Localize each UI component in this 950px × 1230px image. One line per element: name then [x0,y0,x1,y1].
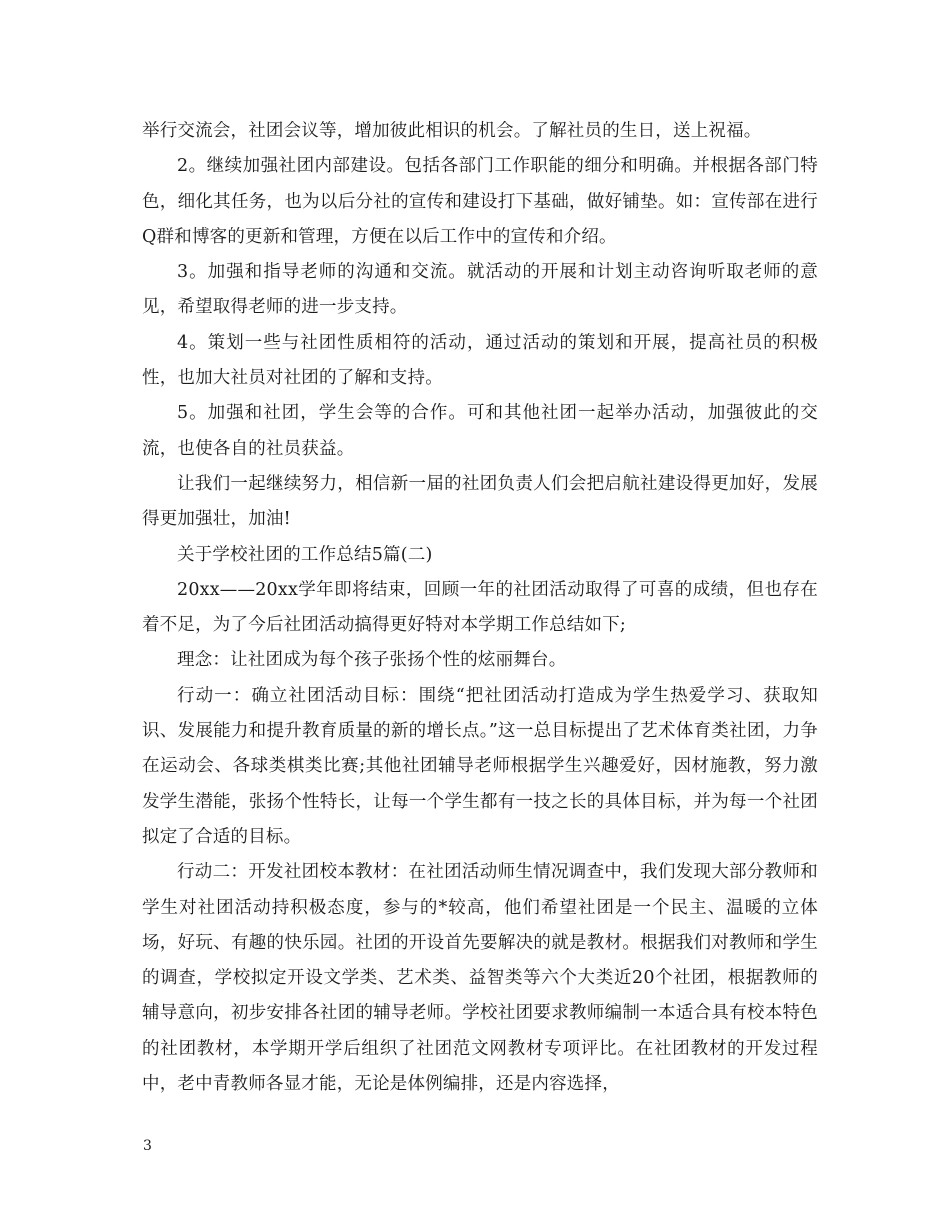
paragraph-5: 5。加强和社团，学生会等的合作。可和其他社团一起举办活动，加强彼此的交流，也使各自的社员获益。 [142,403,818,459]
paragraph-1: 举行交流会，社团会议等，增加彼此相识的机会。了解社员的生日，送上祝福。 [142,121,762,141]
page-number: 3 [143,1138,152,1154]
document-body [142,114,818,1102]
paragraph-4: 4。策划一些与社团性质相符的活动，通过活动的策划和开展，提高社员的积极性，也加大社员对社团的了解和支持。 [142,332,818,389]
paragraph-2: 2。继续加强社团内部建设。包括各部门工作职能的细分和明确。并根据各部门特色，细化其任务，也为以后分社的宣传和建设打下基础，做好铺垫。如：宣传部在进行Q群和博客的更新和管理，方便在以后工作中的宣传和介绍。 [142,156,818,247]
paragraph-8: 理念：让社团成为每个孩子张扬个性的炫丽舞台。 [177,650,567,671]
paragraph-3: 3。加强和指导老师的沟通和交流。就活动的开展和计划主动咨询听取老师的意见，希望取得老师的进一步支持。 [142,262,818,318]
paragraph-6: 让我们一起继续努力，相信新一届的社团负责人们会把启航社建设得更加好，发展得更加强壮，加油! [142,473,818,530]
paragraph-7: 20xx——20xx学年即将结束，回顾一年的社团活动取得了可喜的成绩，但也存在着不足，为了今后社团活动搞得更好特对本学期工作总结如下; [142,579,818,636]
paragraph-10: 行动二：开发社团校本教材：在社团活动师生情况调查中，我们发现大部分教师和学生对社团活动持积极态度，参与的*较高，他们希望社团是一个民主、温暖的立体场，好玩、有趣的快乐园。社团的开设首先要解决的就是教材。根据我们对教师和学生的调查，学校拟定开设文学类、艺术类、益智类等六个大类近20个社团，根据教师的辅导意向，初步安排各社团的辅导老师。学校社团要求教师编制一本适合具有校本特色的社团教材，本学期开学后组织了社团范文网教材专项评比。在社团教材的开发过程中，老中青教师各显才能，无论是体例编排，还是内容选择， [142,862,818,1095]
paragraph-9: 行动一：确立社团活动目标：围绕“把社团活动打造成为学生热爱学习、获取知识、发展能力和提升教育质量的新的增长点。”这一总目标提出了艺术体育类社团，力争在运动会、各球类棋类比赛;其他社团辅导老师根据学生兴趣爱好，因材施教，努力激发学生潜能，张扬个性特长，让每一个学生都有一技之长的具体目标，并为每一个社团拟定了合适的目标。 [142,685,818,847]
section-heading: 关于学校社团的工作总结5篇(二) [177,544,433,565]
